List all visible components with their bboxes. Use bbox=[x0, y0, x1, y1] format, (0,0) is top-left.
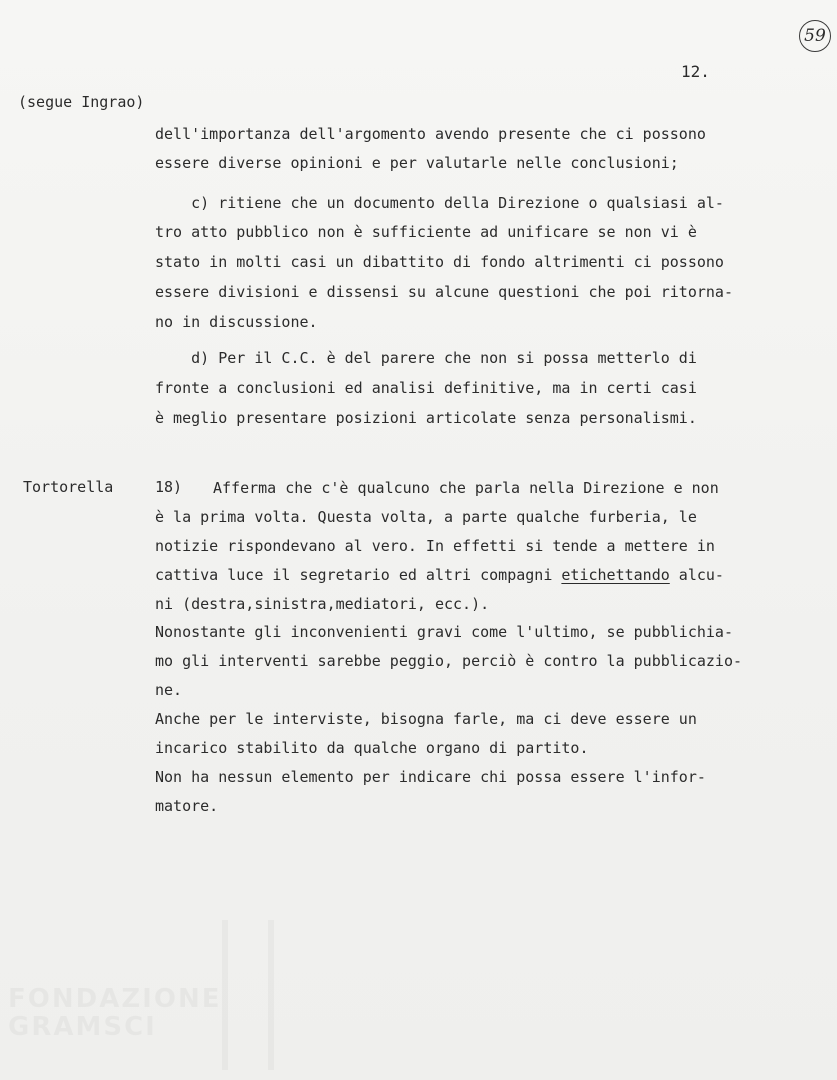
text-line: Anche per le interviste, bisogna farle, ma ci deve essere un bbox=[155, 710, 697, 728]
text-line: dell'importanza dell'argomento avendo presente che ci possono bbox=[155, 125, 706, 143]
text-segment: alcu- bbox=[669, 566, 724, 584]
text-line: essere diverse opinioni e per valutarle nelle conclusioni; bbox=[155, 154, 679, 172]
text-line: no in discussione. bbox=[155, 313, 318, 331]
intervention-number: 18) bbox=[155, 478, 183, 496]
text-line: ni (destra,sinistra,mediatori, ecc.). bbox=[155, 595, 490, 613]
text-line: notizie rispondevano al vero. In effetti si tende a mettere in bbox=[155, 537, 715, 555]
speaker-label-ingrao: (segue Ingrao) bbox=[18, 93, 145, 111]
speaker-label-tortorella: Tortorella bbox=[23, 478, 114, 496]
text-line: ne. bbox=[155, 681, 183, 699]
text-line: è meglio presentare posizioni articolate senza personalismi. bbox=[155, 409, 697, 427]
watermark-line-1 bbox=[8, 985, 221, 1013]
text-line: è la prima volta. Questa volta, a parte qualche furberia, le bbox=[155, 508, 697, 526]
text-line-with-underline bbox=[155, 565, 724, 585]
text-line: incarico stabilito da qualche organo di partito. bbox=[155, 739, 589, 757]
text-line: Non ha nessun elemento per indicare chi possa essere l'infor- bbox=[155, 768, 706, 786]
text-line: matore. bbox=[155, 797, 219, 815]
text-line: Nonostante gli inconvenienti gravi come l'ultimo, se pubblichia- bbox=[155, 623, 733, 641]
text-line: Afferma che c'è qualcuno che parla nella Direzione e non bbox=[213, 479, 719, 497]
text-line: tro atto pubblico non è sufficiente ad unificare se non vi è bbox=[155, 223, 697, 241]
text-segment: cattiva luce il segretario ed altri compagni bbox=[155, 566, 562, 584]
archive-page-stamp: 59 bbox=[799, 20, 831, 52]
text-line: c) ritiene che un documento della Direzione o qualsiasi al- bbox=[155, 194, 724, 212]
watermark-vertical bbox=[222, 920, 274, 1070]
text-line: essere divisioni e dissensi su alcune questioni che poi ritorna- bbox=[155, 283, 733, 301]
watermark-line-2 bbox=[8, 1013, 221, 1041]
text-line: fronte a conclusioni ed analisi definitive, ma in certi casi bbox=[155, 379, 697, 397]
text-line: d) Per il C.C. è del parere che non si possa metterlo di bbox=[155, 349, 697, 367]
watermark bbox=[8, 985, 221, 1041]
underlined-word: etichettando bbox=[561, 566, 670, 584]
text-line: stato in molti casi un dibattito di fondo altrimenti ci possono bbox=[155, 253, 724, 271]
text-line: mo gli interventi sarebbe peggio, perciò è contro la pubblicazio- bbox=[155, 652, 742, 670]
page-number: 12. bbox=[681, 62, 710, 81]
